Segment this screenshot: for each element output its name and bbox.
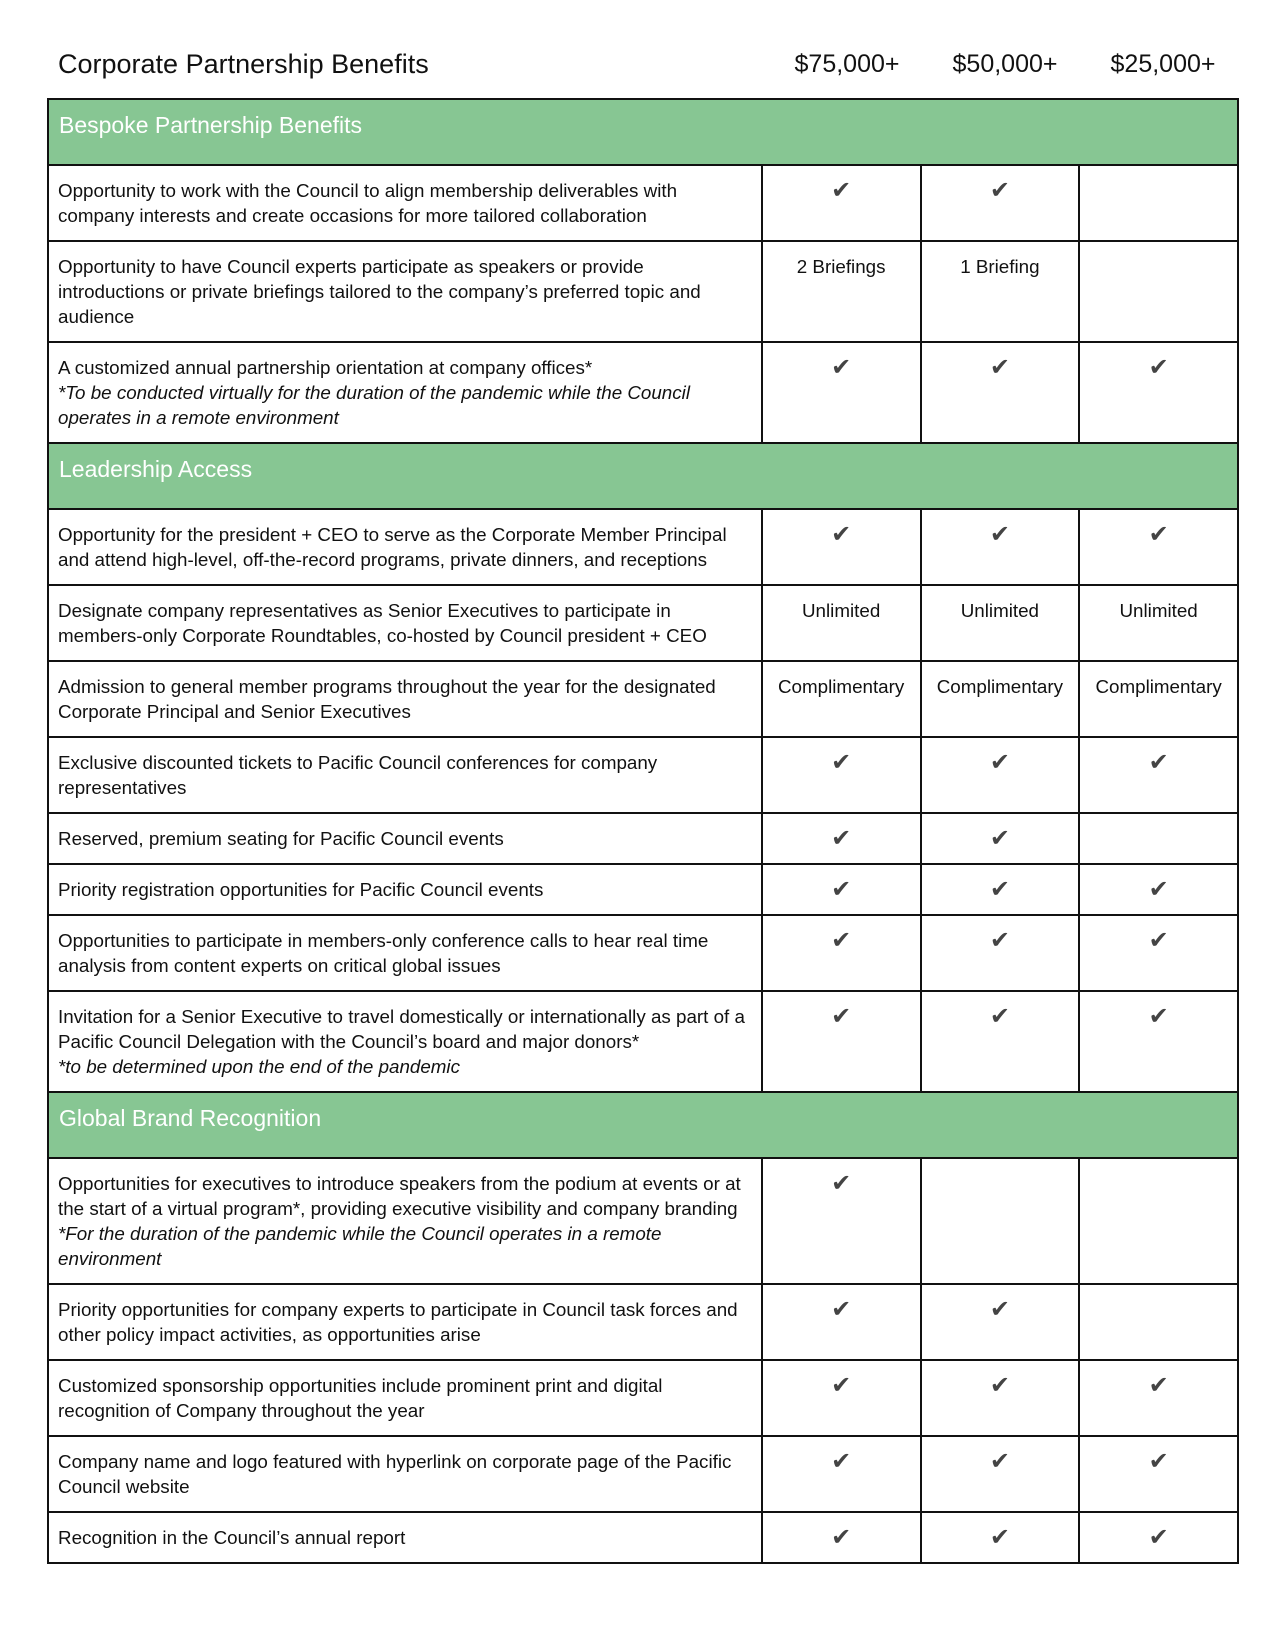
benefit-text: Opportunities for executives to introduce speakers from the podium at events or at the start of a virtual program*, providing executive visibility and company branding [58,1173,741,1219]
benefit-text: Reserved, premium seating for Pacific Council events [58,828,504,849]
tier-cell-75000 [762,737,921,813]
benefit-row [48,241,1238,342]
check-icon: ✔ [831,876,852,903]
tier-cell-25000 [1079,1512,1238,1563]
benefit-text: Admission to general member programs throughout the year for the designated Corporate Principal and Senior Executives [58,676,716,722]
benefit-description [48,737,762,813]
tier-value: Complimentary [1095,676,1222,697]
tier-cell-25000 [1079,241,1238,342]
tier-cell-25000 [1079,813,1238,864]
tier-value: 2 Briefings [796,256,886,277]
tier-cell-50000 [921,1512,1080,1563]
benefit-row [48,1284,1238,1360]
page-title: Corporate Partnership Benefits [58,49,429,79]
tier-cell-50000 [921,991,1080,1092]
tier-cell-50000 [921,1284,1080,1360]
benefit-row [48,1436,1238,1512]
benefit-description [48,509,762,585]
tier-cell-25000 [1079,1158,1238,1284]
tier-cell-75000 [762,1284,921,1360]
tier-cell-75000 [762,1512,921,1563]
tier-value: Unlimited [960,600,1039,621]
check-icon: ✔ [1148,927,1169,954]
tier-cell-25000 [1079,165,1238,241]
benefit-footnote: *to be determined upon the end of the pandemic [58,1056,460,1077]
benefit-row [48,1360,1238,1436]
tier-cell-50000 [921,915,1080,991]
benefit-row [48,661,1238,737]
benefit-description [48,585,762,661]
check-icon: ✔ [1148,1448,1169,1475]
tier-cell-50000 [921,509,1080,585]
tier-cell-75000 [762,1158,921,1284]
tier-cell-25000 [1079,661,1238,737]
benefit-row [48,813,1238,864]
tier-cell-75000 [762,509,921,585]
tier-cell-75000 [762,1360,921,1436]
section-header-row [48,1092,1238,1158]
tier-cell-50000 [921,1158,1080,1284]
tier-cell-50000 [921,737,1080,813]
check-icon: ✔ [831,1372,852,1399]
section-header-row [48,99,1238,165]
tier-cell-75000 [762,864,921,915]
benefit-row [48,915,1238,991]
benefit-row [48,1158,1238,1284]
tier-cell-75000 [762,585,921,661]
check-icon: ✔ [1148,749,1169,776]
tier-cell-25000 [1079,1436,1238,1512]
tier-cell-75000 [762,991,921,1092]
benefit-row [48,342,1238,443]
tier-cell-50000 [921,165,1080,241]
check-icon: ✔ [989,1372,1010,1399]
benefit-text: Opportunity to have Council experts participate as speakers or provide introductions or private briefings tailored to the company’s preferred topic and audience [58,256,701,327]
check-icon: ✔ [831,749,852,776]
benefit-row [48,864,1238,915]
section-title: Global Brand Recognition [48,1092,1238,1158]
benefit-text: Priority opportunities for company experts to participate in Council task forces and other policy impact activities, as opportunities arise [58,1299,738,1345]
benefits-table [47,98,1239,1564]
tier-cell-50000 [921,342,1080,443]
tier-value: Complimentary [777,676,905,697]
check-icon: ✔ [989,876,1010,903]
check-icon: ✔ [1148,1524,1169,1551]
check-icon: ✔ [831,1296,852,1323]
benefit-footnote: *For the duration of the pandemic while the Council operates in a remote environment [58,1223,662,1269]
tier-cell-25000 [1079,1284,1238,1360]
page-header [58,44,1218,84]
tier-cell-75000 [762,915,921,991]
section-header-row [48,443,1238,509]
benefit-row [48,509,1238,585]
benefit-description [48,342,762,443]
section-title: Leadership Access [48,443,1238,509]
benefit-text: Invitation for a Senior Executive to travel domestically or internationally as part of a Pacific Council Delegation with the Council’s board and major donors* [58,1006,745,1052]
tier-cell-25000 [1079,991,1238,1092]
benefit-text: Opportunity for the president + CEO to serve as the Corporate Member Principal and attend high-level, off-the-record programs, private dinners, and receptions [58,524,727,570]
check-icon: ✔ [989,825,1010,852]
tier-cell-25000 [1079,1360,1238,1436]
tier-value: Unlimited [801,600,881,621]
benefit-text: A customized annual partnership orientation at company offices* [58,357,593,378]
benefit-description [48,991,762,1092]
check-icon: ✔ [1148,354,1169,381]
benefit-text: Customized sponsorship opportunities include prominent print and digital recognition of Company throughout the year [58,1375,663,1421]
check-icon: ✔ [831,177,852,204]
tier-heading-50000: $50,000+ [952,50,1058,78]
tier-cell-50000 [921,661,1080,737]
tier-cell-50000 [921,1436,1080,1512]
benefit-description [48,1158,762,1284]
tier-value: Unlimited [1119,600,1198,621]
check-icon: ✔ [831,521,852,548]
benefit-row [48,991,1238,1092]
tier-cell-75000 [762,661,921,737]
tier-cell-75000 [762,165,921,241]
check-icon: ✔ [989,1524,1010,1551]
tier-cell-50000 [921,585,1080,661]
tier-cell-25000 [1079,509,1238,585]
benefit-description [48,813,762,864]
check-icon: ✔ [1148,521,1169,548]
benefit-text: Opportunity to work with the Council to align membership deliverables with company interests and create occasions for more tailored collaboration [58,180,678,226]
tier-value: Complimentary [936,676,1064,697]
benefits-table-body [48,99,1238,1563]
check-icon: ✔ [831,1170,852,1197]
section-title: Bespoke Partnership Benefits [48,99,1238,165]
check-icon: ✔ [989,1448,1010,1475]
check-icon: ✔ [989,927,1010,954]
tier-cell-50000 [921,813,1080,864]
benefit-row [48,585,1238,661]
tier-cell-25000 [1079,864,1238,915]
check-icon: ✔ [1148,1003,1169,1030]
check-icon: ✔ [1148,1372,1169,1399]
tier-cell-25000 [1079,737,1238,813]
tier-cell-50000 [921,1360,1080,1436]
tier-cell-75000 [762,342,921,443]
benefit-text: Exclusive discounted tickets to Pacific Council conferences for company representatives [58,752,658,798]
tier-cell-75000 [762,1436,921,1512]
check-icon: ✔ [989,521,1010,548]
check-icon: ✔ [989,354,1010,381]
benefit-description [48,661,762,737]
check-icon: ✔ [831,1448,852,1475]
benefit-text: Priority registration opportunities for Pacific Council events [58,879,544,900]
benefit-description [48,915,762,991]
tier-heading-75000: $75,000+ [794,50,900,78]
benefit-description [48,1436,762,1512]
check-icon: ✔ [831,825,852,852]
tier-cell-25000 [1079,585,1238,661]
check-icon: ✔ [831,927,852,954]
benefit-description [48,241,762,342]
tier-heading-25000: $25,000+ [1110,50,1216,78]
check-icon: ✔ [831,354,852,381]
benefit-row [48,1512,1238,1563]
benefit-text: Designate company representatives as Senior Executives to participate in members-only Corporate Roundtables, co-hosted by Council president + CEO [58,600,707,646]
benefit-text: Recognition in the Council’s annual report [58,1527,406,1548]
tier-cell-50000 [921,864,1080,915]
benefit-row [48,737,1238,813]
benefit-description [48,165,762,241]
benefit-text: Company name and logo featured with hyperlink on corporate page of the Pacific Council website [58,1451,732,1497]
tier-cell-75000 [762,241,921,342]
benefit-description [48,1360,762,1436]
check-icon: ✔ [989,749,1010,776]
tier-value: 1 Briefing [960,256,1040,277]
tier-cell-25000 [1079,342,1238,443]
benefit-text: Opportunities to participate in members-only conference calls to hear real time analysis from content experts on critical global issues [58,930,709,976]
check-icon: ✔ [989,177,1010,204]
benefit-row [48,165,1238,241]
benefit-description [48,1284,762,1360]
check-icon: ✔ [831,1524,852,1551]
benefit-footnote: *To be conducted virtually for the duration of the pandemic while the Council operates in a remote environment [58,382,690,428]
check-icon: ✔ [1148,876,1169,903]
tier-cell-50000 [921,241,1080,342]
check-icon: ✔ [989,1003,1010,1030]
benefit-description [48,864,762,915]
benefit-description [48,1512,762,1563]
check-icon: ✔ [831,1003,852,1030]
tier-cell-75000 [762,813,921,864]
tier-cell-25000 [1079,915,1238,991]
check-icon: ✔ [989,1296,1010,1323]
